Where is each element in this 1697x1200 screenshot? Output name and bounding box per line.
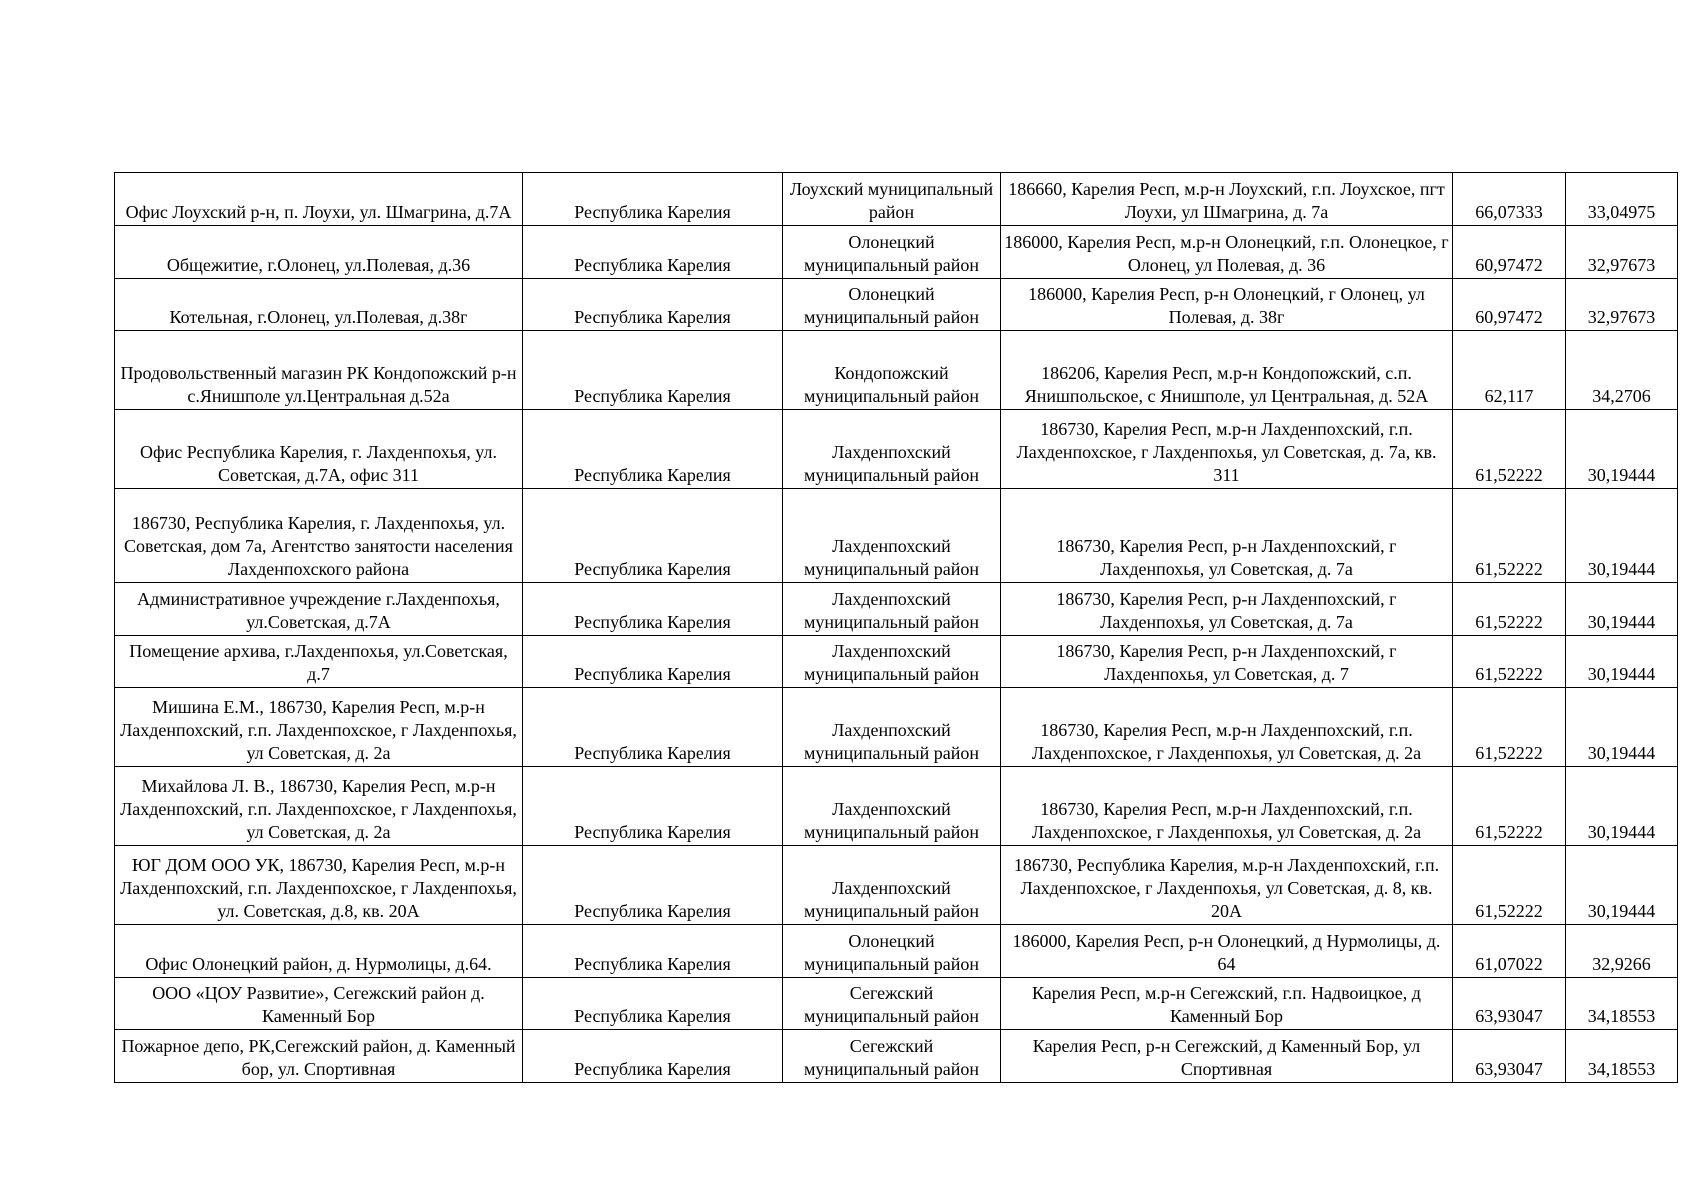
table-row xyxy=(115,1030,1678,1083)
longitude-cell: 34,18553 xyxy=(1566,978,1678,1030)
district-cell: Кондопожский муниципальный район xyxy=(783,331,1001,410)
longitude-cell: 30,19444 xyxy=(1566,489,1678,583)
facility-name-cell: ЮГ ДОМ ООО УК, 186730, Карелия Респ, м.р-н Лахденпохский, г.п. Лахденпохское, г Лахденпохья, ул. Советская, д.8, кв. 20А xyxy=(115,846,523,925)
latitude-cell: 61,52222 xyxy=(1453,636,1566,688)
region-cell: Республика Карелия xyxy=(523,279,783,331)
facility-name-cell: Офис Лоухский р-н, п. Лоухи, ул. Шмагрина, д.7А xyxy=(115,173,523,226)
longitude-cell: 34,18553 xyxy=(1566,1030,1678,1083)
address-cell: 186660, Карелия Респ, м.р-н Лоухский, г.п. Лоухское, пгт Лоухи, ул Шмагрина, д. 7а xyxy=(1001,173,1453,226)
latitude-cell: 61,52222 xyxy=(1453,846,1566,925)
region-cell: Республика Карелия xyxy=(523,410,783,489)
table-row xyxy=(115,489,1678,583)
longitude-cell: 32,97673 xyxy=(1566,279,1678,331)
region-cell: Республика Карелия xyxy=(523,978,783,1030)
district-cell: Олонецкий муниципальный район xyxy=(783,925,1001,978)
latitude-cell: 62,117 xyxy=(1453,331,1566,410)
facility-table xyxy=(114,172,1678,1083)
region-cell: Республика Карелия xyxy=(523,331,783,410)
latitude-cell: 61,52222 xyxy=(1453,489,1566,583)
address-cell: 186000, Карелия Респ, р-н Олонецкий, г Олонец, ул Полевая, д. 38г xyxy=(1001,279,1453,331)
longitude-cell: 34,2706 xyxy=(1566,331,1678,410)
latitude-cell: 63,93047 xyxy=(1453,978,1566,1030)
facility-name-cell: Михайлова Л. В., 186730, Карелия Респ, м.р-н Лахденпохский, г.п. Лахденпохское, г Лахденпохья, ул Советская, д. 2а xyxy=(115,767,523,846)
longitude-cell: 30,19444 xyxy=(1566,410,1678,489)
district-cell: Лахденпохский муниципальный район xyxy=(783,688,1001,767)
facility-name-cell: ООО «ЦОУ Развитие», Сегежский район д. Каменный Бор xyxy=(115,978,523,1030)
facility-name-cell: Административное учреждение г.Лахденпохья, ул.Советская, д.7А xyxy=(115,583,523,636)
table-row xyxy=(115,583,1678,636)
longitude-cell: 30,19444 xyxy=(1566,688,1678,767)
region-cell: Республика Карелия xyxy=(523,583,783,636)
address-cell: Карелия Респ, р-н Сегежский, д Каменный Бор, ул Спортивная xyxy=(1001,1030,1453,1083)
district-cell: Лахденпохский муниципальный район xyxy=(783,767,1001,846)
district-cell: Лоухский муниципальный район xyxy=(783,173,1001,226)
table-row xyxy=(115,226,1678,279)
region-cell: Республика Карелия xyxy=(523,226,783,279)
district-cell: Сегежский муниципальный район xyxy=(783,978,1001,1030)
address-cell: 186730, Республика Карелия, м.р-н Лахденпохский, г.п. Лахденпохское, г Лахденпохья, ул Советская, д. 8, кв. 20А xyxy=(1001,846,1453,925)
latitude-cell: 63,93047 xyxy=(1453,1030,1566,1083)
district-cell: Олонецкий муниципальный район xyxy=(783,279,1001,331)
longitude-cell: 30,19444 xyxy=(1566,767,1678,846)
district-cell: Лахденпохский муниципальный район xyxy=(783,489,1001,583)
table-row xyxy=(115,688,1678,767)
latitude-cell: 61,52222 xyxy=(1453,767,1566,846)
region-cell: Республика Карелия xyxy=(523,846,783,925)
facility-name-cell: 186730, Республика Карелия, г. Лахденпохья, ул. Советская, дом 7а, Агентство занятости населения Лахденпохского района xyxy=(115,489,523,583)
address-cell: 186730, Карелия Респ, р-н Лахденпохский, г Лахденпохья, ул Советская, д. 7а xyxy=(1001,583,1453,636)
table-row xyxy=(115,636,1678,688)
latitude-cell: 61,52222 xyxy=(1453,688,1566,767)
latitude-cell: 60,97472 xyxy=(1453,279,1566,331)
table-row xyxy=(115,978,1678,1030)
table-row xyxy=(115,279,1678,331)
address-cell: 186730, Карелия Респ, р-н Лахденпохский, г Лахденпохья, ул Советская, д. 7 xyxy=(1001,636,1453,688)
table-row xyxy=(115,846,1678,925)
latitude-cell: 60,97472 xyxy=(1453,226,1566,279)
table-row xyxy=(115,925,1678,978)
table-row xyxy=(115,173,1678,226)
latitude-cell: 61,52222 xyxy=(1453,583,1566,636)
facility-name-cell: Офис Олонецкий район, д. Нурмолицы, д.64. xyxy=(115,925,523,978)
region-cell: Республика Карелия xyxy=(523,688,783,767)
latitude-cell: 66,07333 xyxy=(1453,173,1566,226)
address-cell: Карелия Респ, м.р-н Сегежский, г.п. Надвоицкое, д Каменный Бор xyxy=(1001,978,1453,1030)
region-cell: Республика Карелия xyxy=(523,489,783,583)
address-cell: 186730, Карелия Респ, м.р-н Лахденпохский, г.п. Лахденпохское, г Лахденпохья, ул Советская, д. 2а xyxy=(1001,767,1453,846)
district-cell: Лахденпохский муниципальный район xyxy=(783,846,1001,925)
table-row xyxy=(115,767,1678,846)
table-row xyxy=(115,331,1678,410)
address-cell: 186730, Карелия Респ, м.р-н Лахденпохский, г.п. Лахденпохское, г Лахденпохья, ул Советская, д. 2а xyxy=(1001,688,1453,767)
latitude-cell: 61,07022 xyxy=(1453,925,1566,978)
region-cell: Республика Карелия xyxy=(523,173,783,226)
table-row xyxy=(115,410,1678,489)
longitude-cell: 33,04975 xyxy=(1566,173,1678,226)
address-cell: 186000, Карелия Респ, р-н Олонецкий, д Нурмолицы, д. 64 xyxy=(1001,925,1453,978)
address-cell: 186730, Карелия Респ, м.р-н Лахденпохский, г.п. Лахденпохское, г Лахденпохья, ул Советская, д. 7а, кв. 311 xyxy=(1001,410,1453,489)
facility-name-cell: Мишина Е.М., 186730, Карелия Респ, м.р-н Лахденпохский, г.п. Лахденпохское, г Лахденпохья, ул Советская, д. 2а xyxy=(115,688,523,767)
facility-name-cell: Продовольственный магазин РК Кондопожский р-н с.Янишполе ул.Центральная д.52а xyxy=(115,331,523,410)
longitude-cell: 32,97673 xyxy=(1566,226,1678,279)
address-cell: 186730, Карелия Респ, р-н Лахденпохский, г Лахденпохья, ул Советская, д. 7а xyxy=(1001,489,1453,583)
longitude-cell: 30,19444 xyxy=(1566,846,1678,925)
longitude-cell: 30,19444 xyxy=(1566,636,1678,688)
region-cell: Республика Карелия xyxy=(523,767,783,846)
district-cell: Лахденпохский муниципальный район xyxy=(783,583,1001,636)
address-cell: 186000, Карелия Респ, м.р-н Олонецкий, г.п. Олонецкое, г Олонец, ул Полевая, д. 36 xyxy=(1001,226,1453,279)
region-cell: Республика Карелия xyxy=(523,925,783,978)
district-cell: Лахденпохский муниципальный район xyxy=(783,410,1001,489)
facility-name-cell: Офис Республика Карелия, г. Лахденпохья, ул. Советская, д.7А, офис 311 xyxy=(115,410,523,489)
district-cell: Лахденпохский муниципальный район xyxy=(783,636,1001,688)
region-cell: Республика Карелия xyxy=(523,1030,783,1083)
latitude-cell: 61,52222 xyxy=(1453,410,1566,489)
address-cell: 186206, Карелия Респ, м.р-н Кондопожский, с.п. Янишпольское, с Янишполе, ул Центральная, д. 52А xyxy=(1001,331,1453,410)
longitude-cell: 32,9266 xyxy=(1566,925,1678,978)
region-cell: Республика Карелия xyxy=(523,636,783,688)
facility-name-cell: Котельная, г.Олонец, ул.Полевая, д.38г xyxy=(115,279,523,331)
facility-name-cell: Общежитие, г.Олонец, ул.Полевая, д.36 xyxy=(115,226,523,279)
district-cell: Сегежский муниципальный район xyxy=(783,1030,1001,1083)
facility-name-cell: Помещение архива, г.Лахденпохья, ул.Советская, д.7 xyxy=(115,636,523,688)
district-cell: Олонецкий муниципальный район xyxy=(783,226,1001,279)
longitude-cell: 30,19444 xyxy=(1566,583,1678,636)
facility-name-cell: Пожарное депо, РК,Сегежский район, д. Каменный бор, ул. Спортивная xyxy=(115,1030,523,1083)
